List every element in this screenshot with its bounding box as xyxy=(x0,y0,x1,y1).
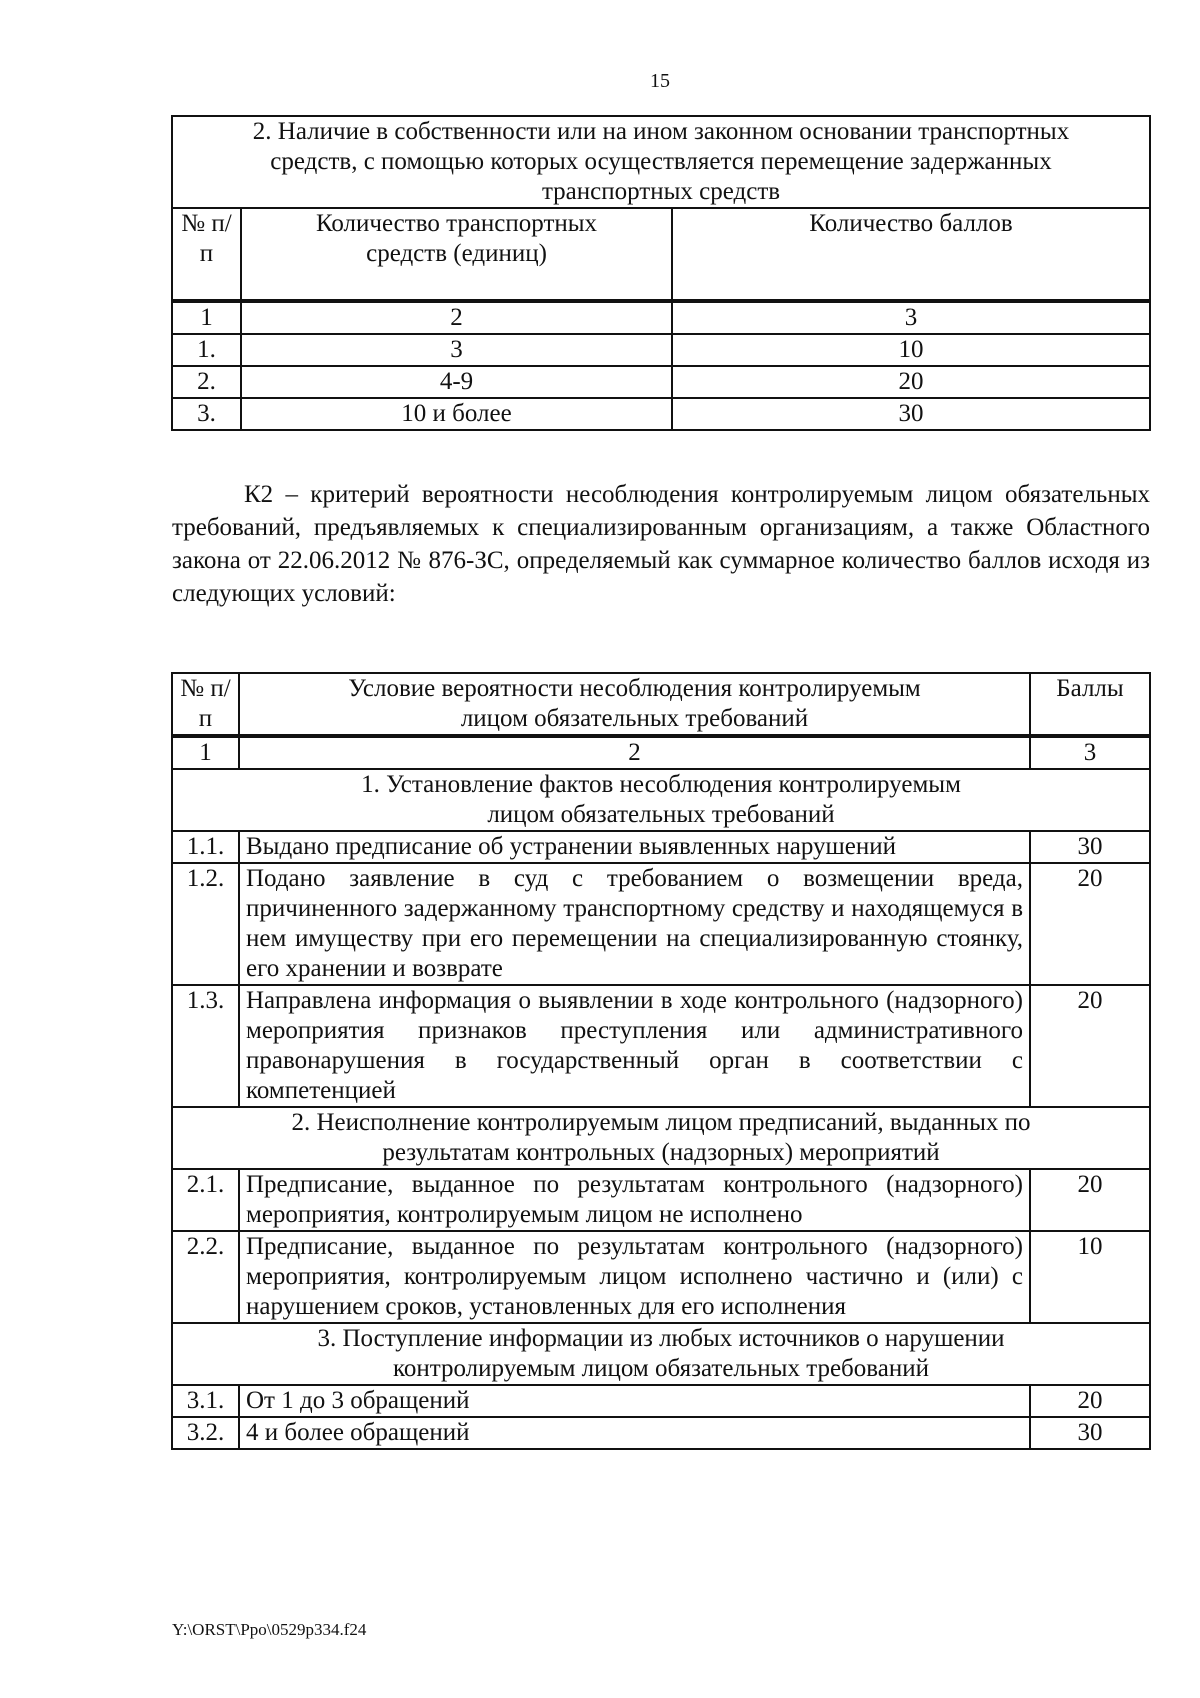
header-points: Количество баллов xyxy=(672,208,1150,301)
section-title-row xyxy=(172,1323,1150,1385)
numbering-cell: 2 xyxy=(239,736,1030,769)
section-title: 3. Поступление информации из любых источников о нарушении контролируемым лицом обязательных требований xyxy=(172,1323,1150,1385)
row-points: 30 xyxy=(1030,831,1150,863)
header-number: № п/п xyxy=(172,673,239,736)
table-title-row xyxy=(172,116,1150,208)
row-number: 2.2. xyxy=(172,1231,239,1323)
section-title: 2. Неисполнение контролируемым лицом предписаний, выданных по результатам контрольных (надзорных) мероприятий xyxy=(172,1107,1150,1169)
table-row xyxy=(172,1385,1150,1417)
row-number: 3.1. xyxy=(172,1385,239,1417)
section-title: 1. Установление фактов несоблюдения контролируемым лицом обязательных требований xyxy=(172,769,1150,831)
table1-title: 2. Наличие в собственности или на ином законном основании транспортных средств, с помощью которых осуществляется перемещение задержанных транспортных средств xyxy=(172,116,1150,208)
row-vehicle-count: 4-9 xyxy=(241,366,672,398)
table-row xyxy=(172,334,1150,366)
row-points: 20 xyxy=(1030,1169,1150,1231)
table-header-row xyxy=(172,673,1150,736)
row-number: 1.2. xyxy=(172,863,239,985)
row-condition: Подано заявление в суд с требованием о возмещении вреда, причиненного задержанному транспортному средству и находящемуся в нем имуществу при его перемещении на специализированную стоянку, его хранении и возврате xyxy=(239,863,1030,985)
table-row xyxy=(172,366,1150,398)
row-points: 30 xyxy=(672,398,1150,430)
row-number: 3.2. xyxy=(172,1417,239,1449)
criterion-paragraph: К2 – критерий вероятности несоблюдения контролируемым лицом обязательных требований, предъявляемых к специализированным организациям, а также Областного закона от 22.06.2012 № 876-ЗС, определяемый как суммарное количество баллов исходя из следующих условий: xyxy=(172,481,1150,607)
vehicles-table xyxy=(171,115,1151,431)
file-path-footer: Y:\ORST\Ppo\0529p334.f24 xyxy=(172,1620,367,1639)
page-number: 15 xyxy=(650,70,670,92)
row-points: 20 xyxy=(1030,985,1150,1107)
row-points: 20 xyxy=(1030,1385,1150,1417)
row-number: 2. xyxy=(172,366,241,398)
row-points: 30 xyxy=(1030,1417,1150,1449)
numbering-cell: 3 xyxy=(672,301,1150,334)
numbering-row xyxy=(172,736,1150,769)
table-row xyxy=(172,1231,1150,1323)
row-condition: Предписание, выданное по результатам контрольного (надзорного) мероприятия, контролируемым лицом не исполнено xyxy=(239,1169,1030,1231)
table-row xyxy=(172,831,1150,863)
table-row xyxy=(172,1169,1150,1231)
row-points: 10 xyxy=(1030,1231,1150,1323)
table-row xyxy=(172,398,1150,430)
row-number: 1. xyxy=(172,334,241,366)
row-points: 10 xyxy=(672,334,1150,366)
row-condition: Направлена информация о выявлении в ходе контрольного (надзорного) мероприятия признаков преступления или административного правонарушения в государственный орган в соответствии с компетенцией xyxy=(239,985,1030,1107)
row-number: 1.3. xyxy=(172,985,239,1107)
criteria-table xyxy=(171,672,1151,1450)
section-title-row xyxy=(172,769,1150,831)
section-title-row xyxy=(172,1107,1150,1169)
numbering-cell: 3 xyxy=(1030,736,1150,769)
numbering-cell: 1 xyxy=(172,301,241,334)
numbering-row xyxy=(172,301,1150,334)
row-condition: 4 и более обращений xyxy=(239,1417,1030,1449)
row-number: 2.1. xyxy=(172,1169,239,1231)
row-vehicle-count: 3 xyxy=(241,334,672,366)
numbering-cell: 2 xyxy=(241,301,672,334)
table-row xyxy=(172,985,1150,1107)
header-vehicle-count: Количество транспортных средств (единиц) xyxy=(241,208,672,301)
row-number: 1.1. xyxy=(172,831,239,863)
header-number: № п/п xyxy=(172,208,241,301)
row-number: 3. xyxy=(172,398,241,430)
row-condition: Предписание, выданное по результатам контрольного (надзорного) мероприятия, контролируемым лицом исполнено частично и (или) с нарушением сроков, установленных для его исполнения xyxy=(239,1231,1030,1323)
table-header-row xyxy=(172,208,1150,301)
header-points: Баллы xyxy=(1030,673,1150,736)
row-points: 20 xyxy=(672,366,1150,398)
numbering-cell: 1 xyxy=(172,736,239,769)
header-condition: Условие вероятности несоблюдения контролируемым лицом обязательных требований xyxy=(239,673,1030,736)
table-row xyxy=(172,1417,1150,1449)
row-vehicle-count: 10 и более xyxy=(241,398,672,430)
table-row xyxy=(172,863,1150,985)
row-condition: Выдано предписание об устранении выявленных нарушений xyxy=(239,831,1030,863)
row-points: 20 xyxy=(1030,863,1150,985)
row-condition: От 1 до 3 обращений xyxy=(239,1385,1030,1417)
